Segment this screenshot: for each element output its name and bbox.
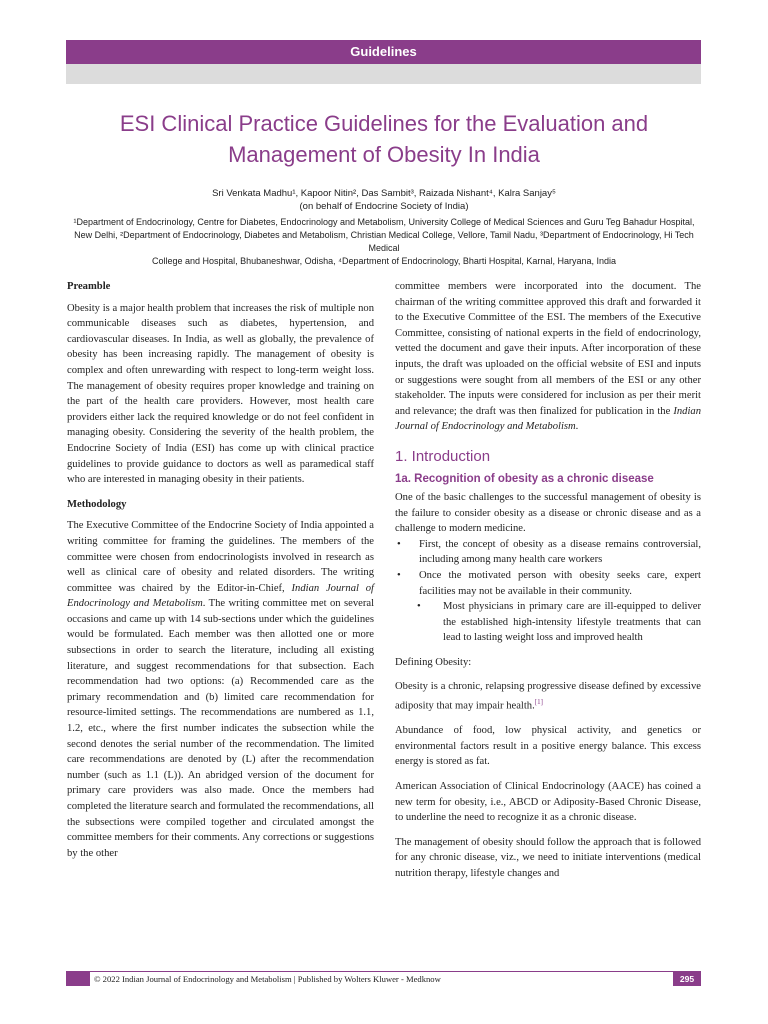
title-line-2: Management of Obesity In India [228,142,540,167]
introduction-heading: 1. Introduction [395,447,491,465]
affiliation-line-1: ¹Department of Endocrinology, Centre for Diabetes, Endocrinology and Metabolism, University College of Medical Sciences and Guru Teg Bahadur Hospital, [73,217,695,227]
management-paragraph: The management of obesity should follow the approach that is followed for any chronic disease, viz., we need to initiate interventions (medical nutrition therapy, lifestyle changes and [395,836,701,879]
title-line-1: ESI Clinical Practice Guidelines for the Evaluation and [119,111,649,136]
list-item: • First, the concept of obesity as a disease remains controversial, including among many health care workers [395,537,701,568]
defining-obesity-label: Defining Obesity: [395,656,472,668]
methodology-heading: Methodology [67,498,127,510]
intro-paragraph: One of the basic challenges to the successful management of obesity is the failure to consider obesity as a disease or chronic disease and as a challenge to modern medicine. [395,491,701,535]
footer-accent-tab [66,972,90,986]
affiliation-line-3: College and Hospital, Bhubaneshwar, Odisha, ⁴Department of Endocrinology, Bharti Hospital, Karnal, Haryana, India [152,256,616,266]
sub-bullet-list [395,599,701,646]
affiliation-line-2: New Delhi, ²Department of Endocrinology, Diabetes and Metabolism, Christian Medical College, Vellore, Tamil Nadu, ³Department of Endocrinology, Hi Tech Medical [74,230,694,253]
author-names: Sri Venkata Madhu¹, Kapoor Nitin², Das Sambit³, Raizada Nishant⁴, Kalra Sanjay⁵ [212,188,556,199]
journal-name: Indian Journal of Endocrinology and Metabolism [395,405,701,433]
header-grey-band [66,64,701,84]
methodology-continued: committee members were incorporated into the document. The chairman of the writing committee approved this draft and forwarded it to the Executive Committee of the ESI. The members of the Executive Committee, consisting of national experts in the field of endocrinology, vetted the document and gave their inputs. After incorporation of these inputs, the draft was uploaded on the official website of ESI and inputs or suggestions were sought from all members of the ESI or any other stakeholder. The inputs were considered for inclusion as per their merit and relevance; the draft was then finalized for publication in the Indian Journal of Endocrinology and Metabolism. [395,281,701,433]
page-number: 295 [673,972,701,986]
list-item: • Once the motivated person with obesity seeks care, expert facilities may not be available in their community. [395,568,701,599]
citation-link[interactable]: [1] [534,698,543,707]
preamble-paragraph: Obesity is a major health problem that increases the risk of multiple non communicable diseases such as diabetes, hypertension, and cardiovascular diseases. In India, as well as globally, the prevalence of obesity has been increasing rapidly. The management of obesity is complex and often unrewarding with respect to long-term weight loss. The management of obesity requires proper knowledge and training on the part of the health care providers. However, most health care providers either lack the required knowledge or do not feel confident in managing obesity. Considering the severity of the health problem, the Endocrine Society of India (ESI) has come up with clinical practice guidelines to provide guidance to doctors as well as paramedical staff who are interested in managing obesity in their patients. [67,302,374,486]
left-column [67,279,374,861]
article-title [80,108,688,170]
footer-copyright: © 2022 Indian Journal of Endocrinology and Metabolism | Published by Wolters Kluwer - Medknow [94,974,441,984]
subsection-heading-1a: 1a. Recognition of obesity as a chronic disease [395,472,654,485]
page-footer [66,971,701,986]
abundance-paragraph: Abundance of food, low physical activity, and genetics or environmental factors result in a positive energy balance. This excess energy is stored as fat. [395,725,701,768]
defining-obesity-paragraph: Obesity is a chronic, relapsing progressive disease defined by excessive adiposity that may impair health.[1] [395,681,701,712]
bullet-list [395,537,701,599]
section-label: Guidelines [350,44,417,59]
journal-name: Indian Journal of Endocrinology and Metabolism [67,582,374,610]
section-banner [66,40,701,64]
right-column [395,279,701,882]
list-item: • Most physicians in primary care are ill-equipped to deliver the established high-intensity lifestyle treatments that can lead to lasting weight loss and improved health [395,599,701,646]
preamble-heading: Preamble [67,281,111,292]
author-block [90,187,678,213]
author-on-behalf: (on behalf of Endocrine Society of India) [299,201,469,212]
aace-paragraph: American Association of Clinical Endocrinology (AACE) has coined a new term for obesity, i.e., ABCD or Adiposity-Based Chronic Disease, to underline the need to recognize it as a chronic disease. [395,780,701,824]
methodology-paragraph: The Executive Committee of the Endocrine Society of India appointed a writing committee for framing the guidelines. The members of the committee were chosen from endocrinologists involved in research as well as clinical care of obesity and related disorders. The writing committee was chaired by the Editor-in-Chief, Indian Journal of Endocrinology and Metabolism. The writing committee met on several occasions and came up with 14 sub-sections under which the guidelines would be formulated. Each member was then allotted one or more subsections in order to search the literature, including all existing literature, and suggest recommendations for that subsection. Each recommendation had two options: (a) Recommended care as the primary recommendation and (b) limited care recommendation for resource-limited settings. The recommendations are numbered as 1.1, 1.2, etc., where the first number indicates the subsection while the second denotes the serial number of the recommendation. The limited care recommendations are denoted by (L) after the recommendation number (such as 1.1 (L)). An abridged version of the document for primary care providers was also made. Once the members had completed the literature search and formulated the recommendations, all the subsections were compiled together and circulated amongst the committee members for their comments. Any corrections or suggestions by the other [67,520,375,859]
affiliations [66,216,702,268]
